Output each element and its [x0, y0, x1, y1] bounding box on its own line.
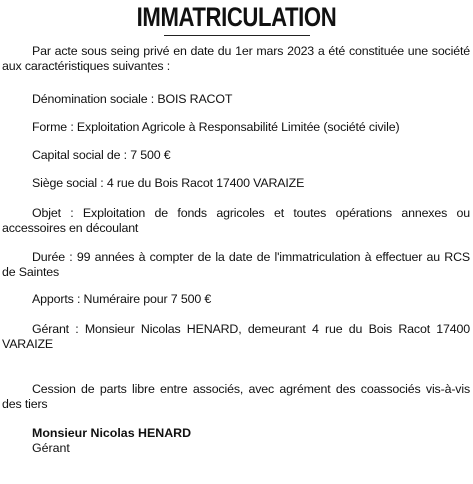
- duree-paragraph: Durée : 99 années à compter de la date de l'immatriculation à effectuer au RCS de Saintes: [2, 250, 470, 279]
- forme-paragraph: Forme : Exploitation Agricole à Responsabilité Limitée (société civile): [32, 120, 400, 134]
- cession-paragraph: Cession de parts libre entre associés, avec agrément des coassociés vis-à-vis des tiers: [2, 382, 470, 411]
- capital-paragraph: Capital social de : 7 500 €: [32, 148, 171, 162]
- denomination-paragraph: Dénomination sociale : BOIS RACOT: [32, 92, 233, 106]
- title-underline: [164, 35, 310, 36]
- apports-paragraph: Apports : Numéraire pour 7 500 €: [32, 292, 212, 306]
- signatory-name: Monsieur Nicolas HENARD: [32, 426, 192, 440]
- signatory-role: Gérant: [32, 441, 70, 455]
- siege-paragraph: Siège social : 4 rue du Bois Racot 17400 VARAIZE: [32, 176, 305, 190]
- objet-paragraph: Objet : Exploitation de fonds agricoles et toutes opérations annexes ou accessoires en découlant: [2, 206, 470, 235]
- intro-paragraph: Par acte sous seing privé en date du 1er mars 2023 a été constituée une société aux caractéristiques suivantes :: [2, 44, 470, 73]
- notice-title: IMMATRICULATION: [136, 2, 337, 32]
- gerant-paragraph: Gérant : Monsieur Nicolas HENARD, demeurant 4 rue du Bois Racot 17400 VARAIZE: [2, 322, 470, 351]
- signature-block: [32, 426, 191, 456]
